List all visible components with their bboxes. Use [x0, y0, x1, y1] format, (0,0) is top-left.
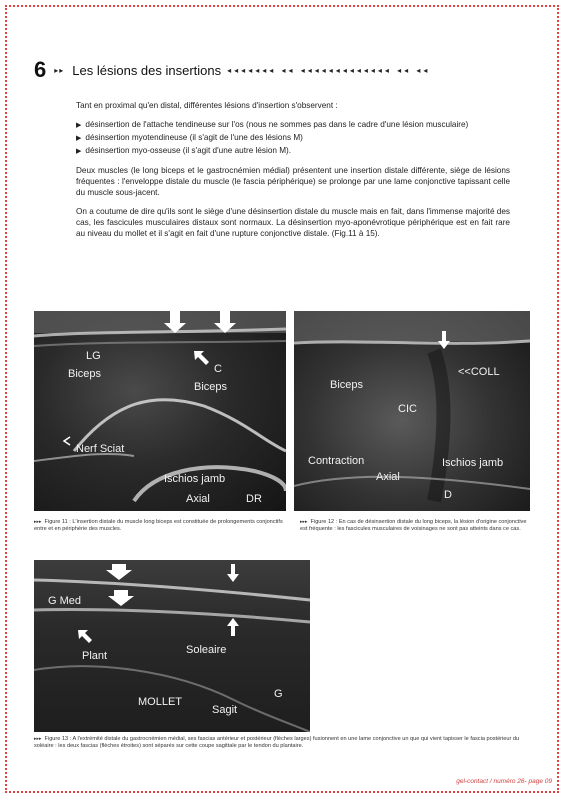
heading-trail-arrows: ◂◂◂◂◂◂◂ ◂◂ ◂◂◂◂◂◂◂◂◂◂◂◂◂ ◂◂ ◂◂	[227, 65, 431, 75]
label-g-med: G Med	[48, 595, 82, 607]
label-sagit: Sagit	[212, 704, 238, 716]
figure-13-caption: ▸▸▸ Figure 13 : A l'extrémité distale du gastrocnémien médial, ses fascias antérieur et postérieur (flèches larges) fusionnent en une lame conjonctive un que qui vient tapisser le fascia postérieur du soléaire : les deux fascias (flèches étroites) sont séparés sur cette coupe sagittale par le tendon du plantaire.	[34, 736, 520, 749]
label-ischios-jamb: Ischios jamb	[442, 457, 504, 469]
section-title: Les lésions des insertions	[72, 62, 222, 78]
caption-arrows-icon: ▸▸▸	[34, 736, 42, 742]
caption-arrows-icon: ▸▸▸	[300, 519, 308, 525]
figure-12-caption: ▸▸▸ Figure 12 : En cas de désinsertion distale du long biceps, la lésion d'origine conjonctive est fréquente : les fascicules musculaires de voisinages ne sont pas atteints dans ce cas.	[300, 519, 527, 532]
label-biceps-c: Biceps	[194, 381, 228, 393]
bullet-arrow-icon: ▶	[76, 148, 82, 155]
page-footer: gel-contact / numéro 26- page 09	[456, 778, 552, 785]
label-axial: Axial	[186, 493, 210, 505]
diagonal-arrow-icon	[194, 351, 209, 365]
label-cic: CIC	[398, 403, 417, 415]
section-number: 6	[34, 57, 47, 82]
figure-11-caption: ▸▸▸ Figure 11 : L'insertion distale du muscle long biceps est constituée de prolongements conjonctifs entre et en périphérie des muscles.	[34, 519, 283, 532]
label-d: D	[444, 489, 452, 501]
list-item: ▶ désinsertion myotendineuse (il s'agit de l'une des lésions M)	[76, 133, 303, 142]
label-ischios-jamb: Ischios jamb	[164, 473, 226, 485]
paragraph: On a coutume de dire qu'ils sont le siège d'une désinsertion distale du muscle mais en fait, dans l'immense majorité des cas, les fascicules musculaires distaux sont normaux. La désinsertion myo-aponévrotique périphérique est en fait rare au niveau du mollet et il s'agit en fait d'une rupture conjonctive distale. (Fig.11 à 15).	[76, 207, 510, 238]
label-coll: <<COLL	[458, 366, 500, 378]
up-arrow-icon	[227, 618, 239, 636]
down-arrow-icon	[108, 590, 134, 606]
label-contraction: Contraction	[308, 455, 365, 467]
down-arrow-icon	[227, 564, 239, 582]
label-axial: Axial	[376, 471, 400, 483]
label-dr: DR	[246, 493, 262, 505]
label-plant: Plant	[82, 650, 108, 662]
article-body	[76, 100, 510, 247]
list-item: ▶ désinsertion myo-osseuse (il s'agit d'une autre lésion M).	[76, 146, 292, 155]
label-soleaire: Soleaire	[186, 644, 227, 656]
section-heading	[34, 56, 534, 84]
bullet-arrow-icon: ▶	[76, 122, 82, 129]
label-c: C	[214, 363, 222, 375]
heading-prefix-arrows: ▸▸	[54, 65, 65, 75]
caption-arrows-icon: ▸▸▸	[34, 519, 42, 525]
lesion-list	[76, 119, 510, 157]
figure-11-ultrasound	[34, 311, 286, 511]
label-biceps: Biceps	[330, 379, 364, 391]
label-lg: LG	[86, 350, 101, 362]
intro-paragraph: Tant en proximal qu'en distal, différentes lésions d'insertion s'observent :	[76, 101, 338, 110]
figure-12-ultrasound	[294, 311, 530, 511]
down-arrow-icon	[106, 564, 132, 580]
list-item: ▶ désinsertion de l'attache tendineuse sur l'os (nous ne sommes pas dans le cadre d'une lésion musculaire)	[76, 120, 469, 129]
bullet-arrow-icon: ▶	[76, 135, 82, 142]
figure-13-ultrasound	[34, 560, 310, 732]
paragraph: Deux muscles (le long biceps et le gastrocnémien médial) présentent une insertion distale différente, siège de lésions fréquentes : l'enveloppe distale du muscle (le fascia périphérique) se prolonge par une lame conjonctive tapissant celle du muscle sous-jacent.	[76, 166, 510, 197]
label-mollet: MOLLET	[138, 696, 183, 708]
left-marker-icon	[64, 437, 70, 445]
label-nerf-sciat: Nerf Sciat	[76, 443, 125, 455]
label-g: G	[274, 688, 283, 700]
diagonal-arrow-icon	[78, 630, 92, 643]
label-biceps: Biceps	[68, 368, 102, 380]
